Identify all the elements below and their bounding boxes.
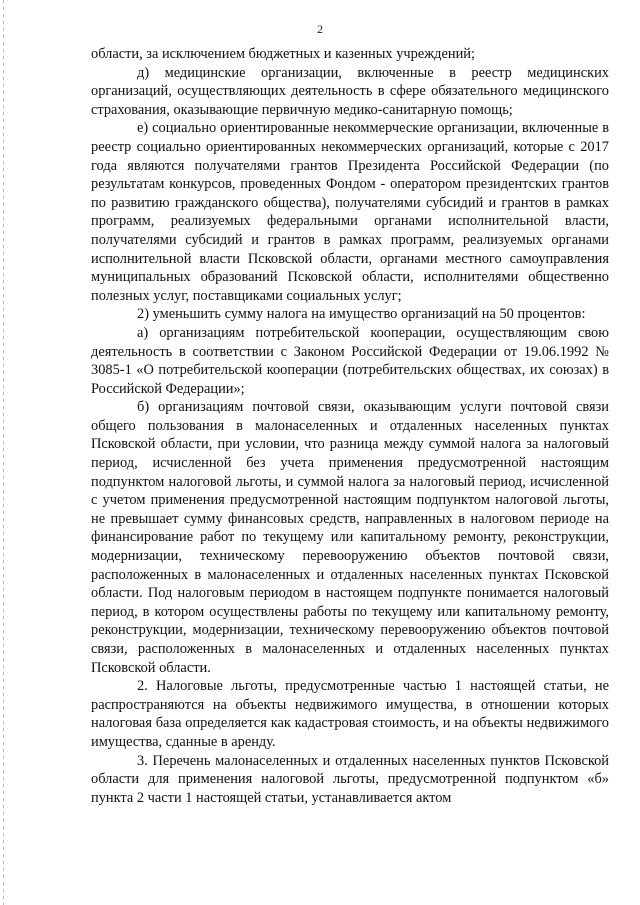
document-body xyxy=(91,45,609,807)
paragraph: 3. Перечень малонаселенных и отдаленных населенных пунктов Псковской области для применения налоговой льготы, предусмотренной подпунктом «б» пункта 2 части 1 настоящей статьи, устанавливается актом xyxy=(91,752,609,806)
paragraph: д) медицинские организации, включенные в реестр медицинских организаций, осуществляющих деятельность в сфере обязательного медицинского страхования, оказывающие первичную медико-санитарную помощь; xyxy=(91,64,609,118)
paragraph: б) организациям почтовой связи, оказывающим услуги почтовой связи общего пользования в малонаселенных и отдаленных населенных пунктах Псковской области, при условии, что разница между суммой налога за налоговый период, исчисленной без учета применения предусмотренной настоящим подпунктом налоговой льготы, и суммой налога за налоговый период, исчисленной с учетом применения предусмотренной настоящим подпунктом налоговой льготы, не превышает сумму финансовых средств, направленных в налоговом периоде на финансирование работ по текущему или капитальному ремонту, реконструкции, модернизации, техническому перевооружению объектов почтовой связи, расположенных в малонаселенных и отдаленных населенных пунктах Псковской области. Под налоговым периодом в настоящем подпункте понимается налоговый период, в котором осуществлены работы по текущему или капитальному ремонту, реконструкции, модернизации, техническому перевооружению объектов почтовой связи, расположенных в малонаселенных и отдаленных населенных пунктах Псковской области. xyxy=(91,399,609,676)
paragraph: области, за исключением бюджетных и казенных учреждений; xyxy=(91,46,475,62)
paragraph: 2. Налоговые льготы, предусмотренные частью 1 настоящей статьи, не распространяются на объекты недвижимого имущества, в отношении которых налоговая база определяется как кадастровая стоимость, и на объекты недвижимого имущества, сданные в аренду. xyxy=(91,678,609,750)
paragraph: 2) уменьшить сумму налога на имущество организаций на 50 процентов: xyxy=(137,306,586,323)
scan-edge-mark xyxy=(3,0,4,905)
paragraph: а) организациям потребительской кооперации, осуществляющим свою деятельность в соответствии с Законом Российской Федерации от 19.06.1992 № 3085-1 «О потребительской кооперации (потребительских обществах, их союзах) в Российской Федерации»; xyxy=(91,324,609,397)
page-number: 2 xyxy=(317,22,323,36)
paragraph: е) социально ориентированные некоммерческие организации, включенные в реестр социально ориентированных некоммерческих организаций, которые с 2017 года являются получателями грантов Президента Российской Федерации (по результатам конкурсов, проведенных Фондом - оператором президентских грантов по развитию гражданского общества), получателями субсидий и грантов в рамках программ, реализуемых федеральными органами исполнительной власти, получателями субсидий и грантов в рамках программ, реализуемых органами исполнительной власти Псковской области, органами местного самоуправления муниципальных образований Псковской области, исполнителями общественно полезных услуг, поставщиками социальных услуг; xyxy=(91,120,609,304)
